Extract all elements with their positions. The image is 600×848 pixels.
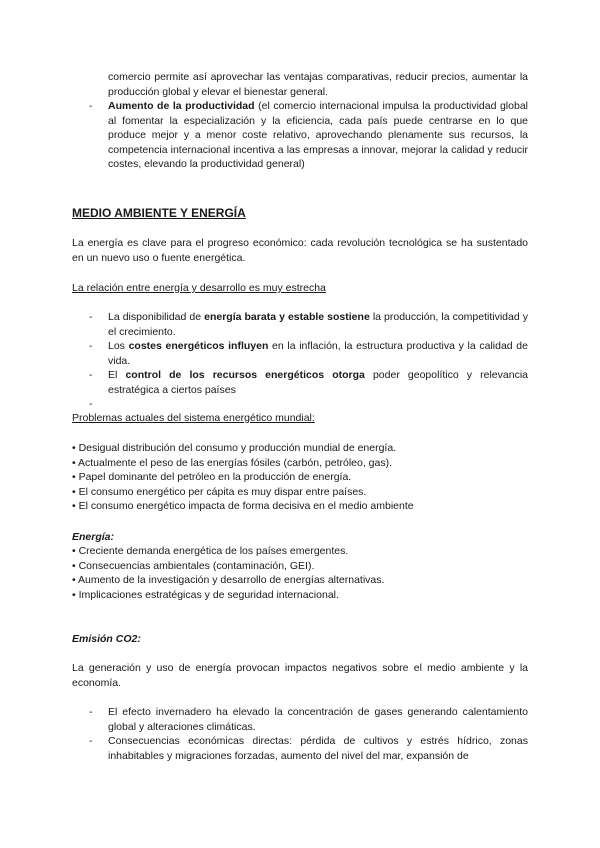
list-item: • Creciente demanda energética de los países emergentes. [72, 545, 349, 557]
point-text: poder geopolítico y relevancia estratégica a ciertos países [108, 369, 528, 396]
dash-bullet: - [89, 369, 93, 381]
productivity-text: (el comercio internacional impulsa la productividad global al fomentar la especialización y la eficiencia, cada país puede centrarse en lo que produce mejor y a menor coste relativo, aprovechando plenamente sus recursos, la competencia internacional incentiva a las empresas a innovar, mejorar la calidad y reducir costes, elevando la productividad general) [108, 100, 528, 170]
dash-bullet: - [89, 735, 93, 747]
problems-list [72, 441, 414, 514]
list-item: • Aumento de la investigación y desarrollo de energías alternativas. [72, 574, 385, 586]
point-bold: energía barata y estable sostiene [204, 311, 370, 323]
energy-heading: Energía: [72, 531, 115, 543]
list-item: • El consumo energético impacta de forma decisiva en el medio ambiente [72, 500, 414, 512]
co2-intro: La generación y uso de energía provocan impactos negativos sobre el medio ambiente y la economía. [72, 662, 528, 689]
dash-bullet: - [89, 311, 93, 323]
relation-point [108, 310, 528, 339]
dash-bullet: - [89, 340, 93, 352]
point-bold: costes energéticos influyen [128, 340, 269, 352]
list-item: • Consecuencias ambientales (contaminación, GEI). [72, 559, 315, 572]
list-item: • Actualmente el peso de las energías fósiles (carbón, petróleo, gas). [72, 456, 393, 469]
productivity-paragraph [108, 99, 528, 172]
list-item: • Implicaciones estratégicas y de seguridad internacional. [72, 588, 339, 601]
problems-heading: Problemas actuales del sistema energético mundial: [72, 412, 315, 424]
point-text: la producción, la competitividad y el crecimiento. [108, 311, 528, 338]
relation-point [108, 368, 528, 397]
list-item: • Papel dominante del petróleo en la producción de energía. [72, 471, 352, 483]
point-text: en la inflación, la estructura productiva y la calidad de vida. [108, 340, 528, 367]
dash-bullet: - [89, 100, 93, 112]
relation-heading: La relación entre energía y desarrollo es muy estrecha [72, 282, 326, 294]
co2-point: El efecto invernadero ha elevado la concentración de gases generando calentamiento global y alteraciones climáticas. [108, 706, 528, 733]
section-title: MEDIO AMBIENTE Y ENERGÍA [72, 206, 246, 220]
point-bold: control de los recursos energéticos otorga [125, 369, 365, 381]
relation-point [108, 339, 528, 368]
intro-paragraph-continued: comercio permite así aprovechar las ventajas comparativas, reducir precios, aumentar la producción global y elevar el bienestar general. [108, 71, 528, 98]
co2-point: Consecuencias económicas directas: pérdida de cultivos y estrés hídrico, zonas inhabitables y migraciones forzadas, aumento del nivel del mar, expansión de [108, 735, 528, 762]
co2-heading: Emisión CO2: [72, 633, 141, 645]
dash-bullet: - [89, 706, 93, 718]
energy-list [72, 544, 384, 602]
productivity-bold: Aumento de la productividad [108, 100, 255, 112]
point-text: La disponibilidad de [108, 311, 205, 323]
list-item: • El consumo energético per cápita es muy dispar entre países. [72, 485, 367, 498]
list-item: • Desigual distribución del consumo y producción mundial de energía. [72, 442, 397, 454]
empty-dash-bullet: - [89, 398, 93, 410]
section-intro: La energía es clave para el progreso económico: cada revolución tecnológica se ha sustentado en un nuevo uso o fuente energética. [72, 237, 528, 264]
point-text: Los [108, 340, 129, 352]
point-text: El [108, 369, 126, 381]
